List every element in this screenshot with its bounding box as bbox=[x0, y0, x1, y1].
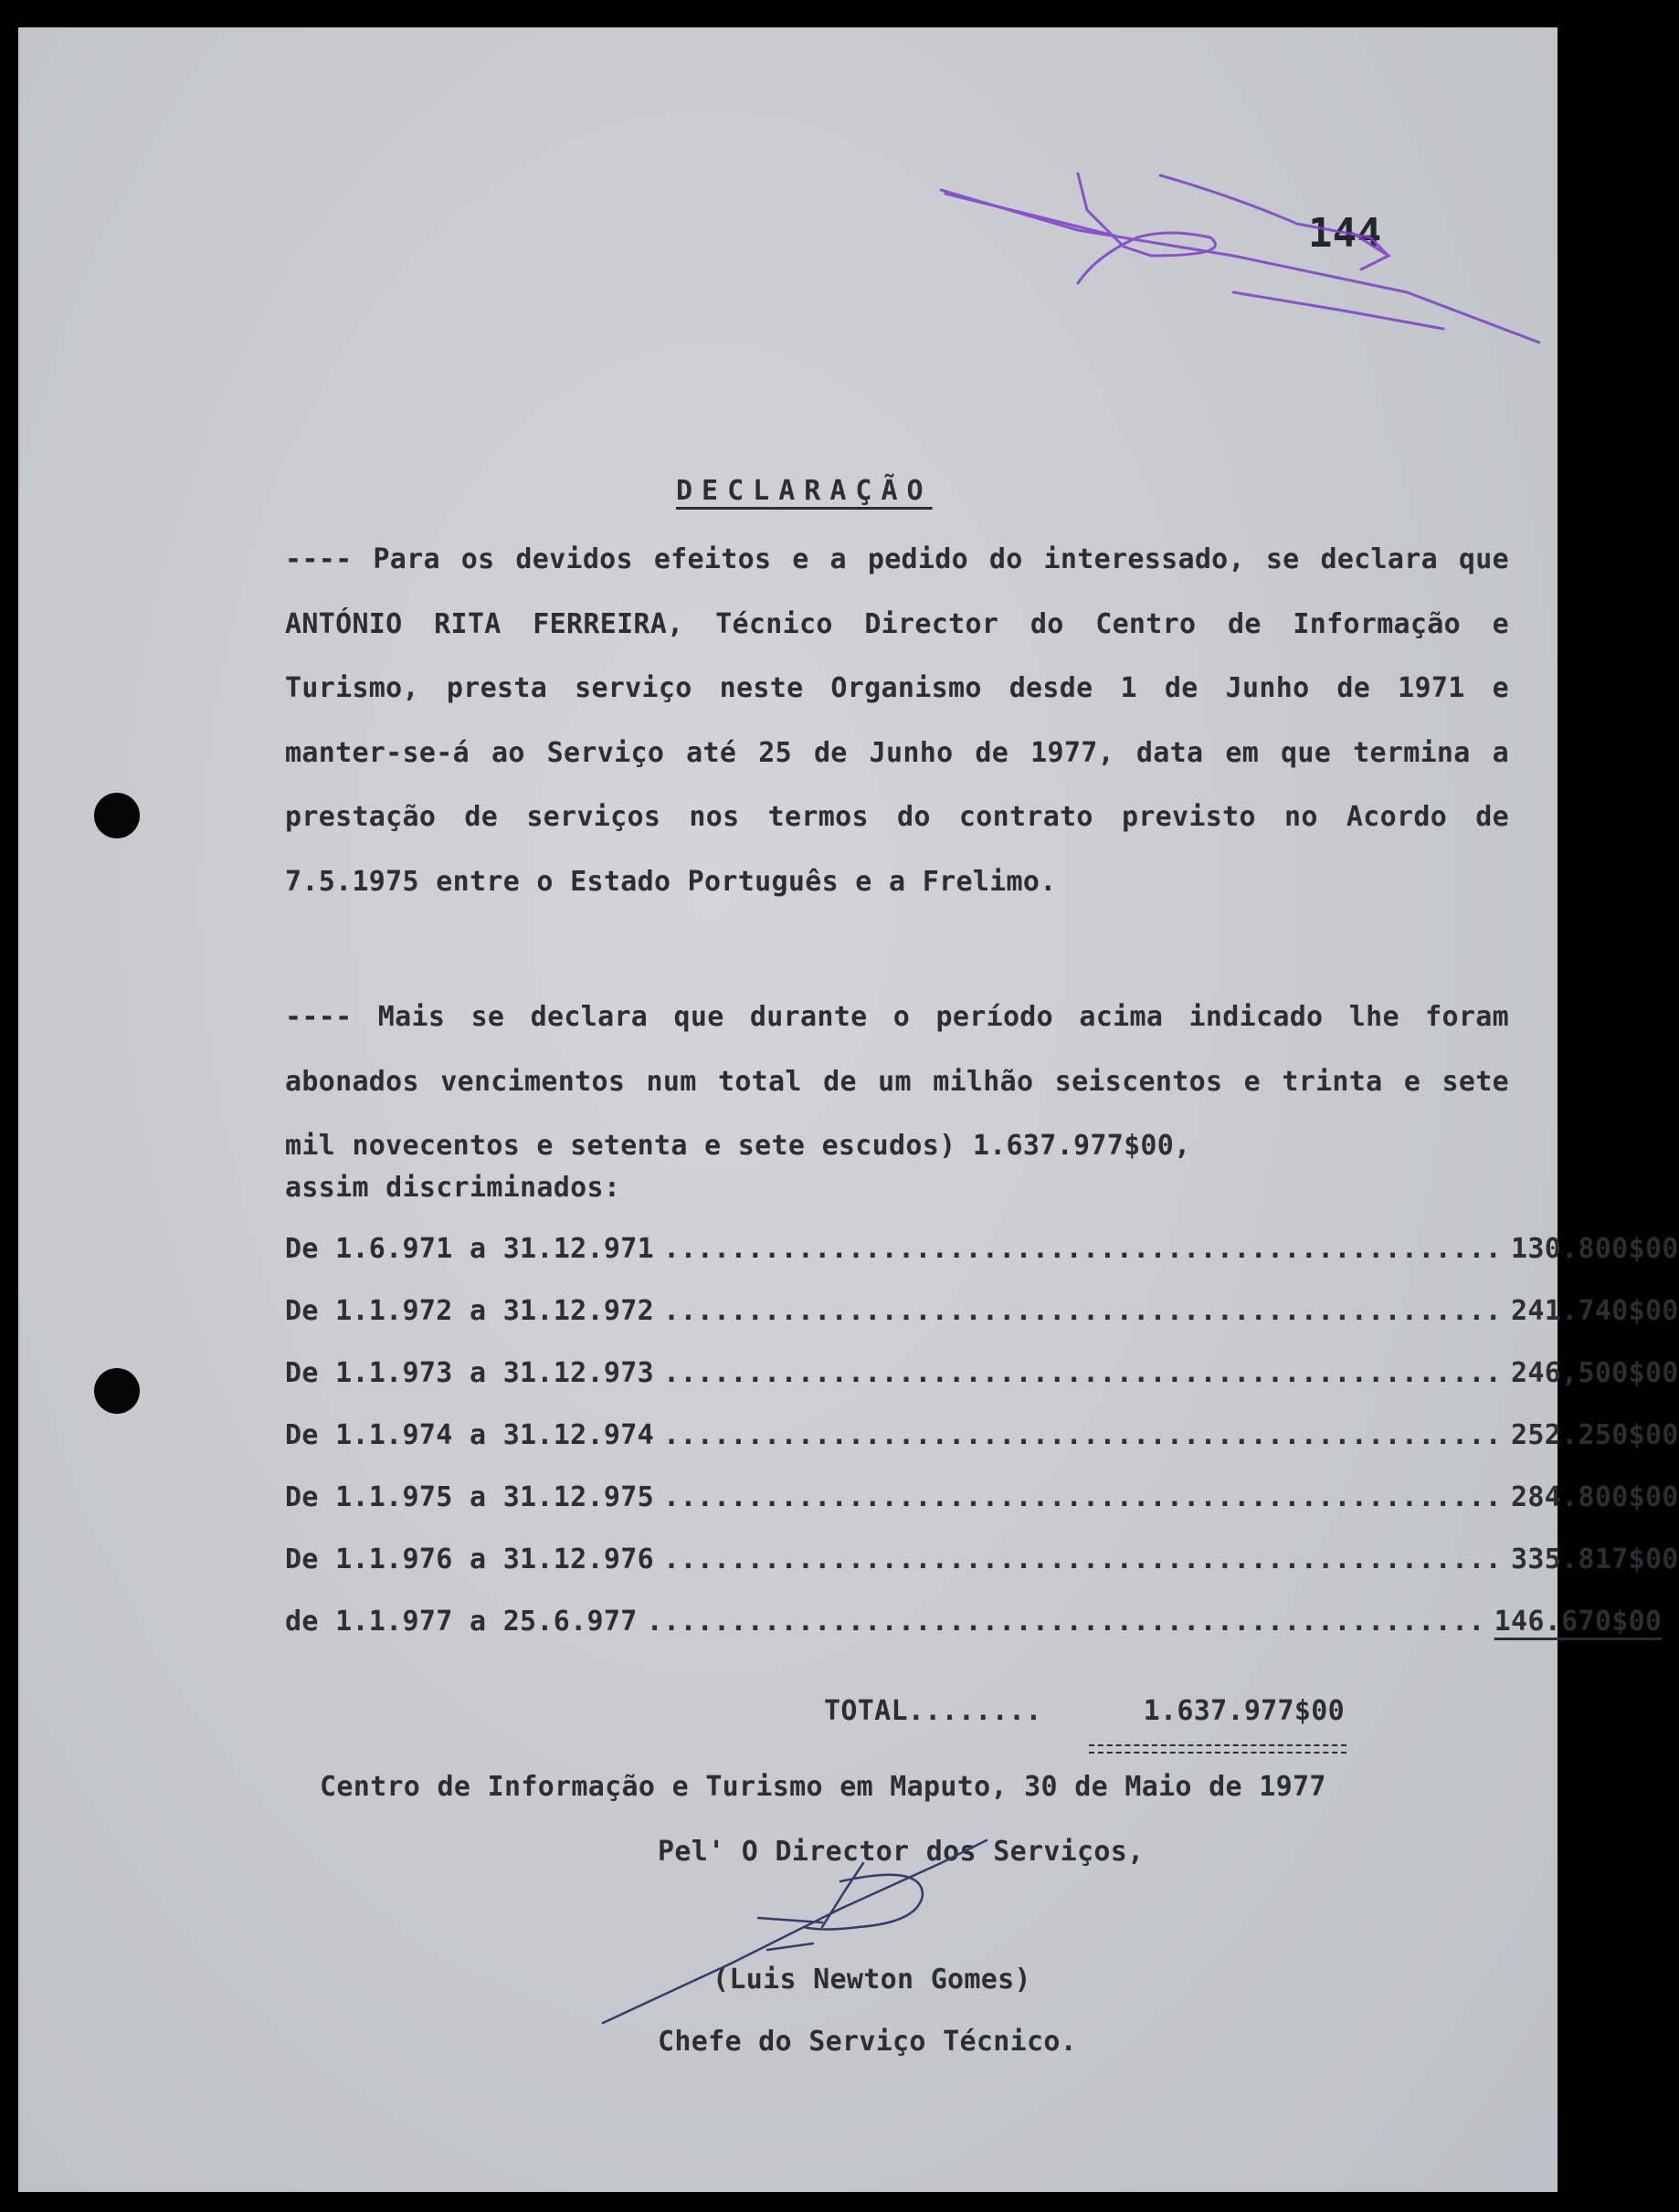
signer-title: Chefe do Serviço Técnico. bbox=[658, 2026, 1078, 2058]
row-period: De 1.1.975 a 31.12.975 bbox=[285, 1481, 654, 1513]
row-period: De 1.6.971 a 31.12.971 bbox=[285, 1233, 654, 1265]
row-leader-dots: .................................................. bbox=[662, 1295, 1503, 1327]
row-period: De 1.1.972 a 31.12.972 bbox=[285, 1295, 654, 1327]
document-title: DECLARAÇÃO bbox=[676, 475, 933, 507]
row-period: de 1.1.977 a 25.6.977 bbox=[285, 1606, 638, 1638]
total-label: TOTAL........ bbox=[824, 1695, 1042, 1727]
row-leader-dots: .................................................. bbox=[662, 1233, 1503, 1265]
paragraph-2: ---- Mais se declara que durante o período acima indicado lhe foram abonados vencimentos num total de um milhão seiscentos e trinta e sete mil novecentos e setenta e sete escudos) 1.637.977$00, bbox=[285, 1001, 1509, 1162]
violet-stamp-mark bbox=[941, 174, 1539, 342]
total-amount: 1.637.977$00 bbox=[1143, 1695, 1345, 1727]
signature bbox=[603, 1840, 987, 2023]
paragraph-1: ---- Para os devidos efeitos e a pedido do interessado, se declara que ANTÓNIO RITA FERREIRA, Técnico Director do Centro de Informação e Turismo, presta serviço neste Organismo desde 1 de Junho de 1971 e manter-se-á ao Serviço até 25 de Junho de 1977, data em que termina a prestação de serviços nos termos do contrato previsto no Acordo de 7.5.1975 entre o Estado Português e a Frelimo. bbox=[285, 543, 1509, 898]
row-amount: 335.817$00 bbox=[1511, 1543, 1679, 1575]
for-director-line: Pel' O Director dos Serviços, bbox=[658, 1836, 1145, 1868]
document-page bbox=[18, 27, 1679, 2192]
row-period: De 1.1.974 a 31.12.974 bbox=[285, 1419, 654, 1451]
row-leader-dots: .................................................. bbox=[646, 1606, 1485, 1638]
row-amount: 252.250$00 bbox=[1511, 1419, 1679, 1451]
row-leader-dots: .................................................. bbox=[662, 1419, 1503, 1451]
signer-name: (Luis Newton Gomes) bbox=[713, 1964, 1031, 1996]
row-amount: 130.800$00 bbox=[1511, 1233, 1679, 1265]
row-period: De 1.1.976 a 31.12.976 bbox=[285, 1543, 654, 1575]
assim-discriminados: assim discriminados: bbox=[285, 1172, 621, 1204]
row-leader-dots: .................................................. bbox=[662, 1357, 1503, 1389]
place-date-line: Centro de Informação e Turismo em Maputo, 30 de Maio de 1977 bbox=[320, 1771, 1326, 1803]
row-leader-dots: .................................................. bbox=[662, 1543, 1503, 1575]
ink-marks-overlay bbox=[18, 27, 1558, 2192]
reference-number: 144 bbox=[1308, 210, 1382, 257]
row-amount: 241.740$00 bbox=[1511, 1295, 1679, 1327]
row-period: De 1.1.973 a 31.12.973 bbox=[285, 1357, 654, 1389]
row-amount: 146.670$00 bbox=[1494, 1606, 1663, 1638]
row-leader-dots: .................................................. bbox=[662, 1481, 1503, 1513]
row-amount: 246,500$00 bbox=[1511, 1357, 1679, 1389]
row-amount: 284.800$00 bbox=[1511, 1481, 1679, 1513]
